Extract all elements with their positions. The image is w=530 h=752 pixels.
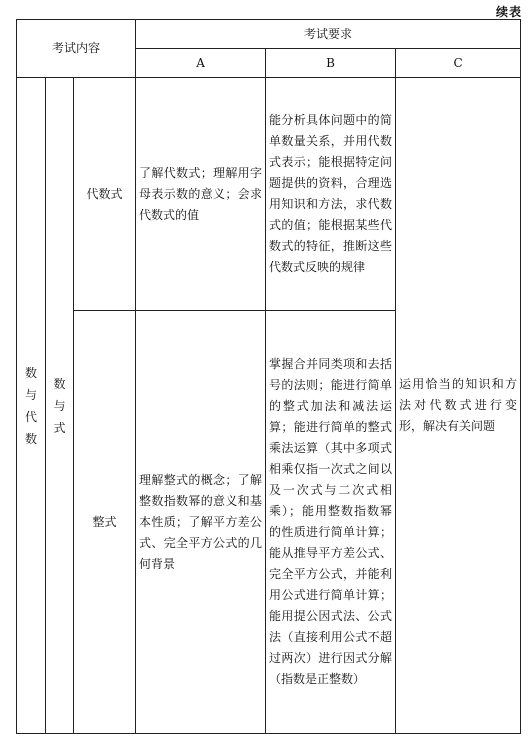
domain-label: 数与代数 <box>24 365 37 446</box>
req-c-shared: 运用恰当的知识和方法对代数式进行变形，解决有关问题 <box>396 78 521 734</box>
req-b-polynomial: 掌握合并同类项和去括号的法则；能进行简单的整式加法和减法运算；能进行简单的整式乘法运算（其中多项式相乘仅指一次式之间以及一次式与二次式相乘）；能用整数指数幂的性质进行简单计算；能从推导平方差公式、完全平方公式，并能利用公式进行简单计算；能用提公因式法、公式法（直接利用公式不超过两次）进行因式分解（指数是正整数） <box>266 311 396 734</box>
item-polynomial: 整式 <box>74 311 136 734</box>
header-col-a: A <box>136 49 266 78</box>
domain-cell <box>17 78 46 734</box>
header-exam-content: 考试内容 <box>17 20 136 78</box>
topic-label: 数与式 <box>53 376 66 435</box>
item-algebraic-expression: 代数式 <box>74 78 136 311</box>
header-col-c: C <box>396 49 521 78</box>
header-col-b: B <box>266 49 396 78</box>
req-a-polynomial: 理解整式的概念；了解整数指数幂的意义和基本性质；了解平方差公式、完全平方公式的几何背景 <box>136 311 266 734</box>
req-b-algebraic-expression: 能分析具体问题中的简单数量关系，并用代数式表示；能根据特定问题提供的资料，合理选用知识和方法，求代数式的值；能根据某些代数式的特征，推断这些代数式反映的规律 <box>266 78 396 311</box>
continued-label: 续表 <box>495 5 522 19</box>
exam-requirements-table <box>16 19 521 734</box>
header-exam-requirements: 考试要求 <box>136 20 521 49</box>
topic-cell <box>46 78 74 734</box>
req-a-algebraic-expression: 了解代数式；理解用字母表示数的意义；会求代数式的值 <box>136 78 266 311</box>
